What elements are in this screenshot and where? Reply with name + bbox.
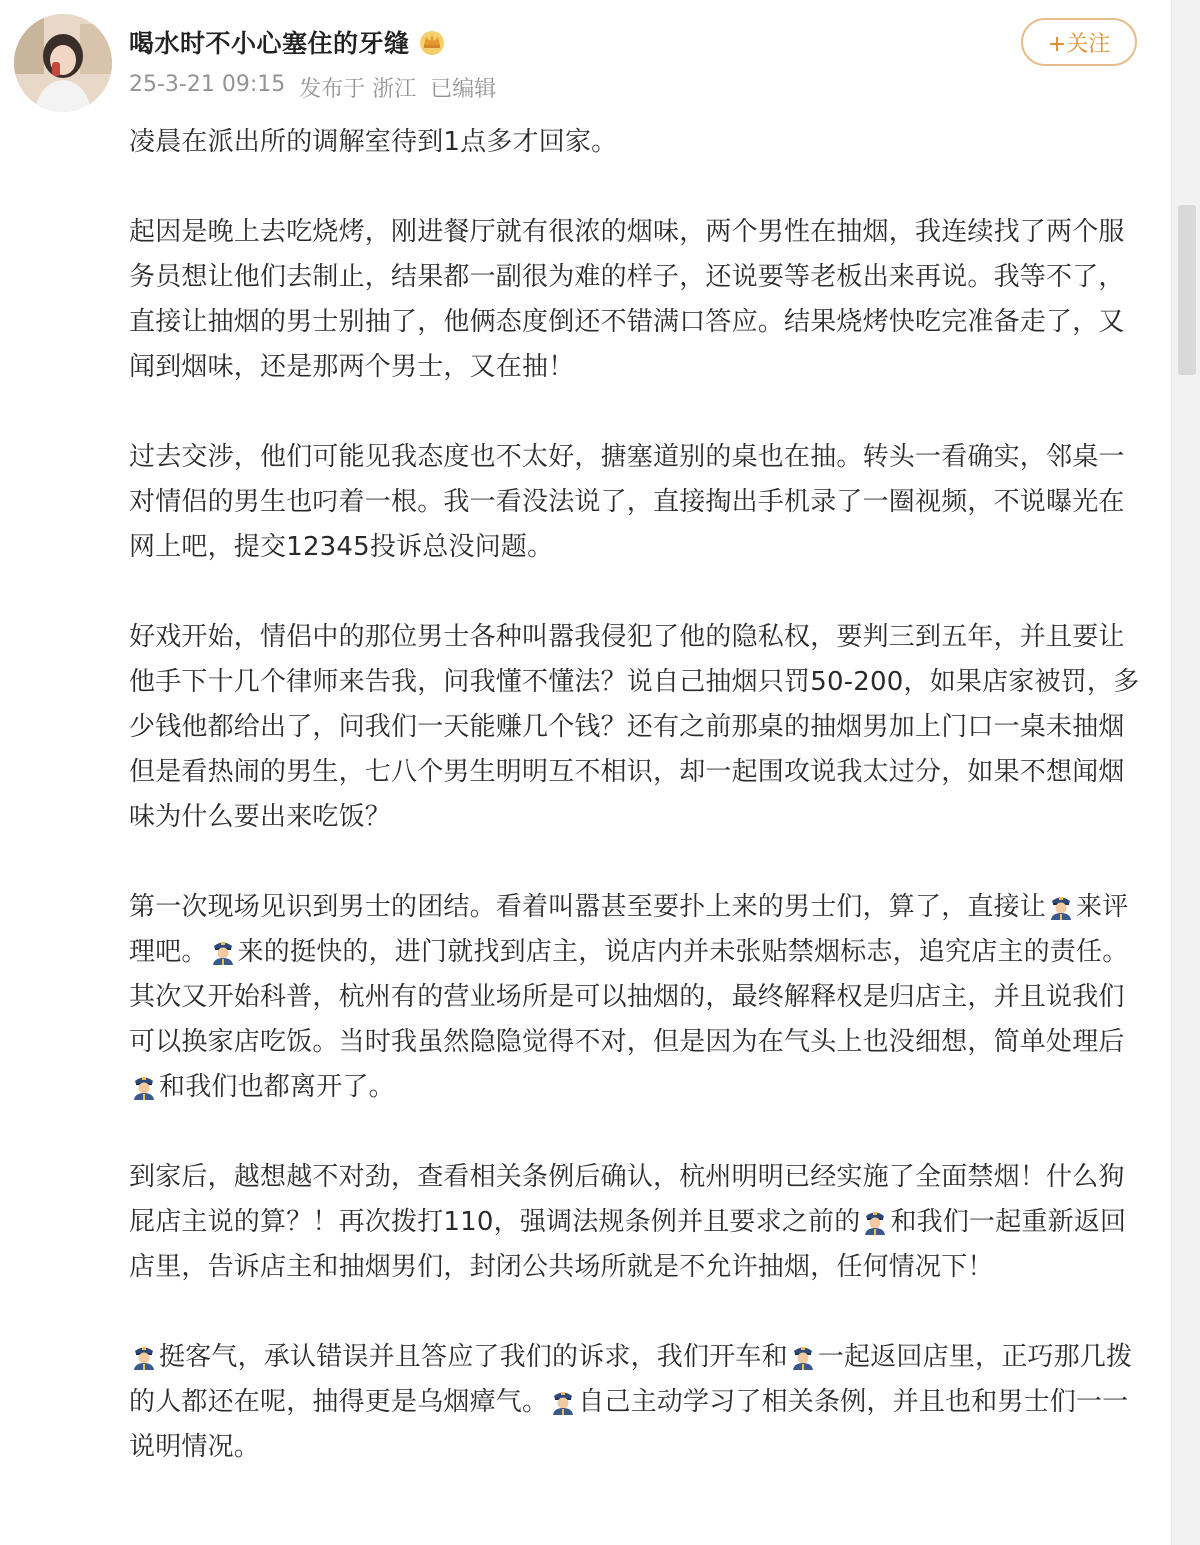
police-officer-icon bbox=[861, 1207, 889, 1235]
police-officer-icon bbox=[1047, 892, 1075, 920]
paragraph-text: 到家后，越想越不对劲，查看相关条例后确认，杭州明明已经实施了全面禁烟！什么狗屁店主说的算？！再次拨打110，强调法规条例并且要求之前的 bbox=[129, 1162, 1125, 1237]
post-content bbox=[129, 120, 1141, 1515]
police-officer-icon bbox=[209, 937, 237, 965]
paragraph-text: 自己主动学习了相关条例，并且也和男士们一一说明情况。 bbox=[129, 1387, 1129, 1462]
paragraph-text: 起因是晚上去吃烧烤，刚进餐厅就有很浓的烟味，两个男性在抽烟，我连续找了两个服务员想让他们去制止，结果都一副很为难的样子，还说要等老板出来再说。我等不了，直接让抽烟的男士别抽了，他俩态度倒还不错满口答应。结果烧烤快吃完准备走了，又闻到烟味，还是那两个男士，又在抽！ bbox=[129, 217, 1125, 382]
crown-badge-icon bbox=[418, 28, 446, 56]
post-time: 25-3-21 09:15 bbox=[129, 72, 286, 97]
post-paragraph bbox=[129, 210, 1141, 390]
paragraph-text: 来评理吧。 bbox=[129, 892, 1129, 967]
post-paragraph bbox=[129, 435, 1141, 570]
post-paragraph bbox=[129, 885, 1141, 1110]
post-location: 发布于 浙江 bbox=[299, 77, 417, 102]
avatar[interactable] bbox=[14, 14, 112, 112]
paragraph-text: 过去交涉，他们可能见我态度也不太好，搪塞道别的桌也在抽。转头一看确实，邻桌一对情侣的男生也叼着一根。我一看没法说了，直接掏出手机录了一圈视频，不说曝光在网上吧，提交12345投诉总没问题。 bbox=[129, 442, 1125, 562]
scrollbar-thumb[interactable] bbox=[1178, 205, 1196, 375]
paragraph-text: 一起返回店里，正巧那几拨的人都还在呢，抽得更是乌烟瘴气。 bbox=[129, 1342, 1133, 1417]
post-paragraph bbox=[129, 1335, 1141, 1470]
edited-label[interactable]: 已编辑 bbox=[430, 77, 497, 102]
author-name-text[interactable]: 喝水时不小心塞住的牙缝 bbox=[129, 29, 410, 58]
paragraph-text: 和我们也都离开了。 bbox=[159, 1072, 395, 1102]
paragraph-text: 和我们一起重新返回店里，告诉店主和抽烟男们，封闭公共场所就是不允许抽烟，任何情况下！ bbox=[129, 1207, 1127, 1282]
author-name[interactable] bbox=[129, 24, 446, 60]
follow-button[interactable]: +关注 bbox=[1021, 18, 1137, 66]
avatar-image bbox=[14, 14, 112, 112]
scrollbar-track[interactable] bbox=[1171, 0, 1200, 1545]
paragraph-text: 来的挺快的，进门就找到店主，说店内并未张贴禁烟标志，追究店主的责任。其次又开始科普，杭州有的营业场所是可以抽烟的，最终解释权是归店主，并且说我们可以换家店吃饭。当时我虽然隐隐觉得不对，但是因为在气头上也没细想，简单处理后 bbox=[129, 937, 1129, 1057]
paragraph-text: 挺客气，承认错误并且答应了我们的诉求，我们开车和 bbox=[159, 1342, 788, 1372]
police-officer-icon bbox=[130, 1072, 158, 1100]
police-officer-icon bbox=[789, 1342, 817, 1370]
paragraph-text: 第一次现场见识到男士的团结。看着叫嚣甚至要扑上来的男士们，算了，直接让 bbox=[129, 892, 1047, 922]
paragraph-text: 好戏开始，情侣中的那位男士各种叫嚣我侵犯了他的隐私权，要判三到五年，并且要让他手下十几个律师来告我，问我懂不懂法？说自己抽烟只罚50-200，如果店家被罚，多少钱他都给出了，问我们一天能赚几个钱？还有之前那桌的抽烟男加上门口一桌未抽烟但是看热闹的男生，七八个男生明明互不相识，却一起围攻说我太过分，如果不想闻烟味为什么要出来吃饭？ bbox=[129, 622, 1140, 832]
post-paragraph bbox=[129, 615, 1141, 840]
paragraph-text: 凌晨在派出所的调解室待到1点多才回家。 bbox=[129, 127, 618, 157]
post-paragraph bbox=[129, 1155, 1141, 1290]
police-officer-icon bbox=[549, 1387, 577, 1415]
post-meta bbox=[129, 72, 496, 103]
post-paragraph bbox=[129, 120, 1141, 165]
police-officer-icon bbox=[130, 1342, 158, 1370]
